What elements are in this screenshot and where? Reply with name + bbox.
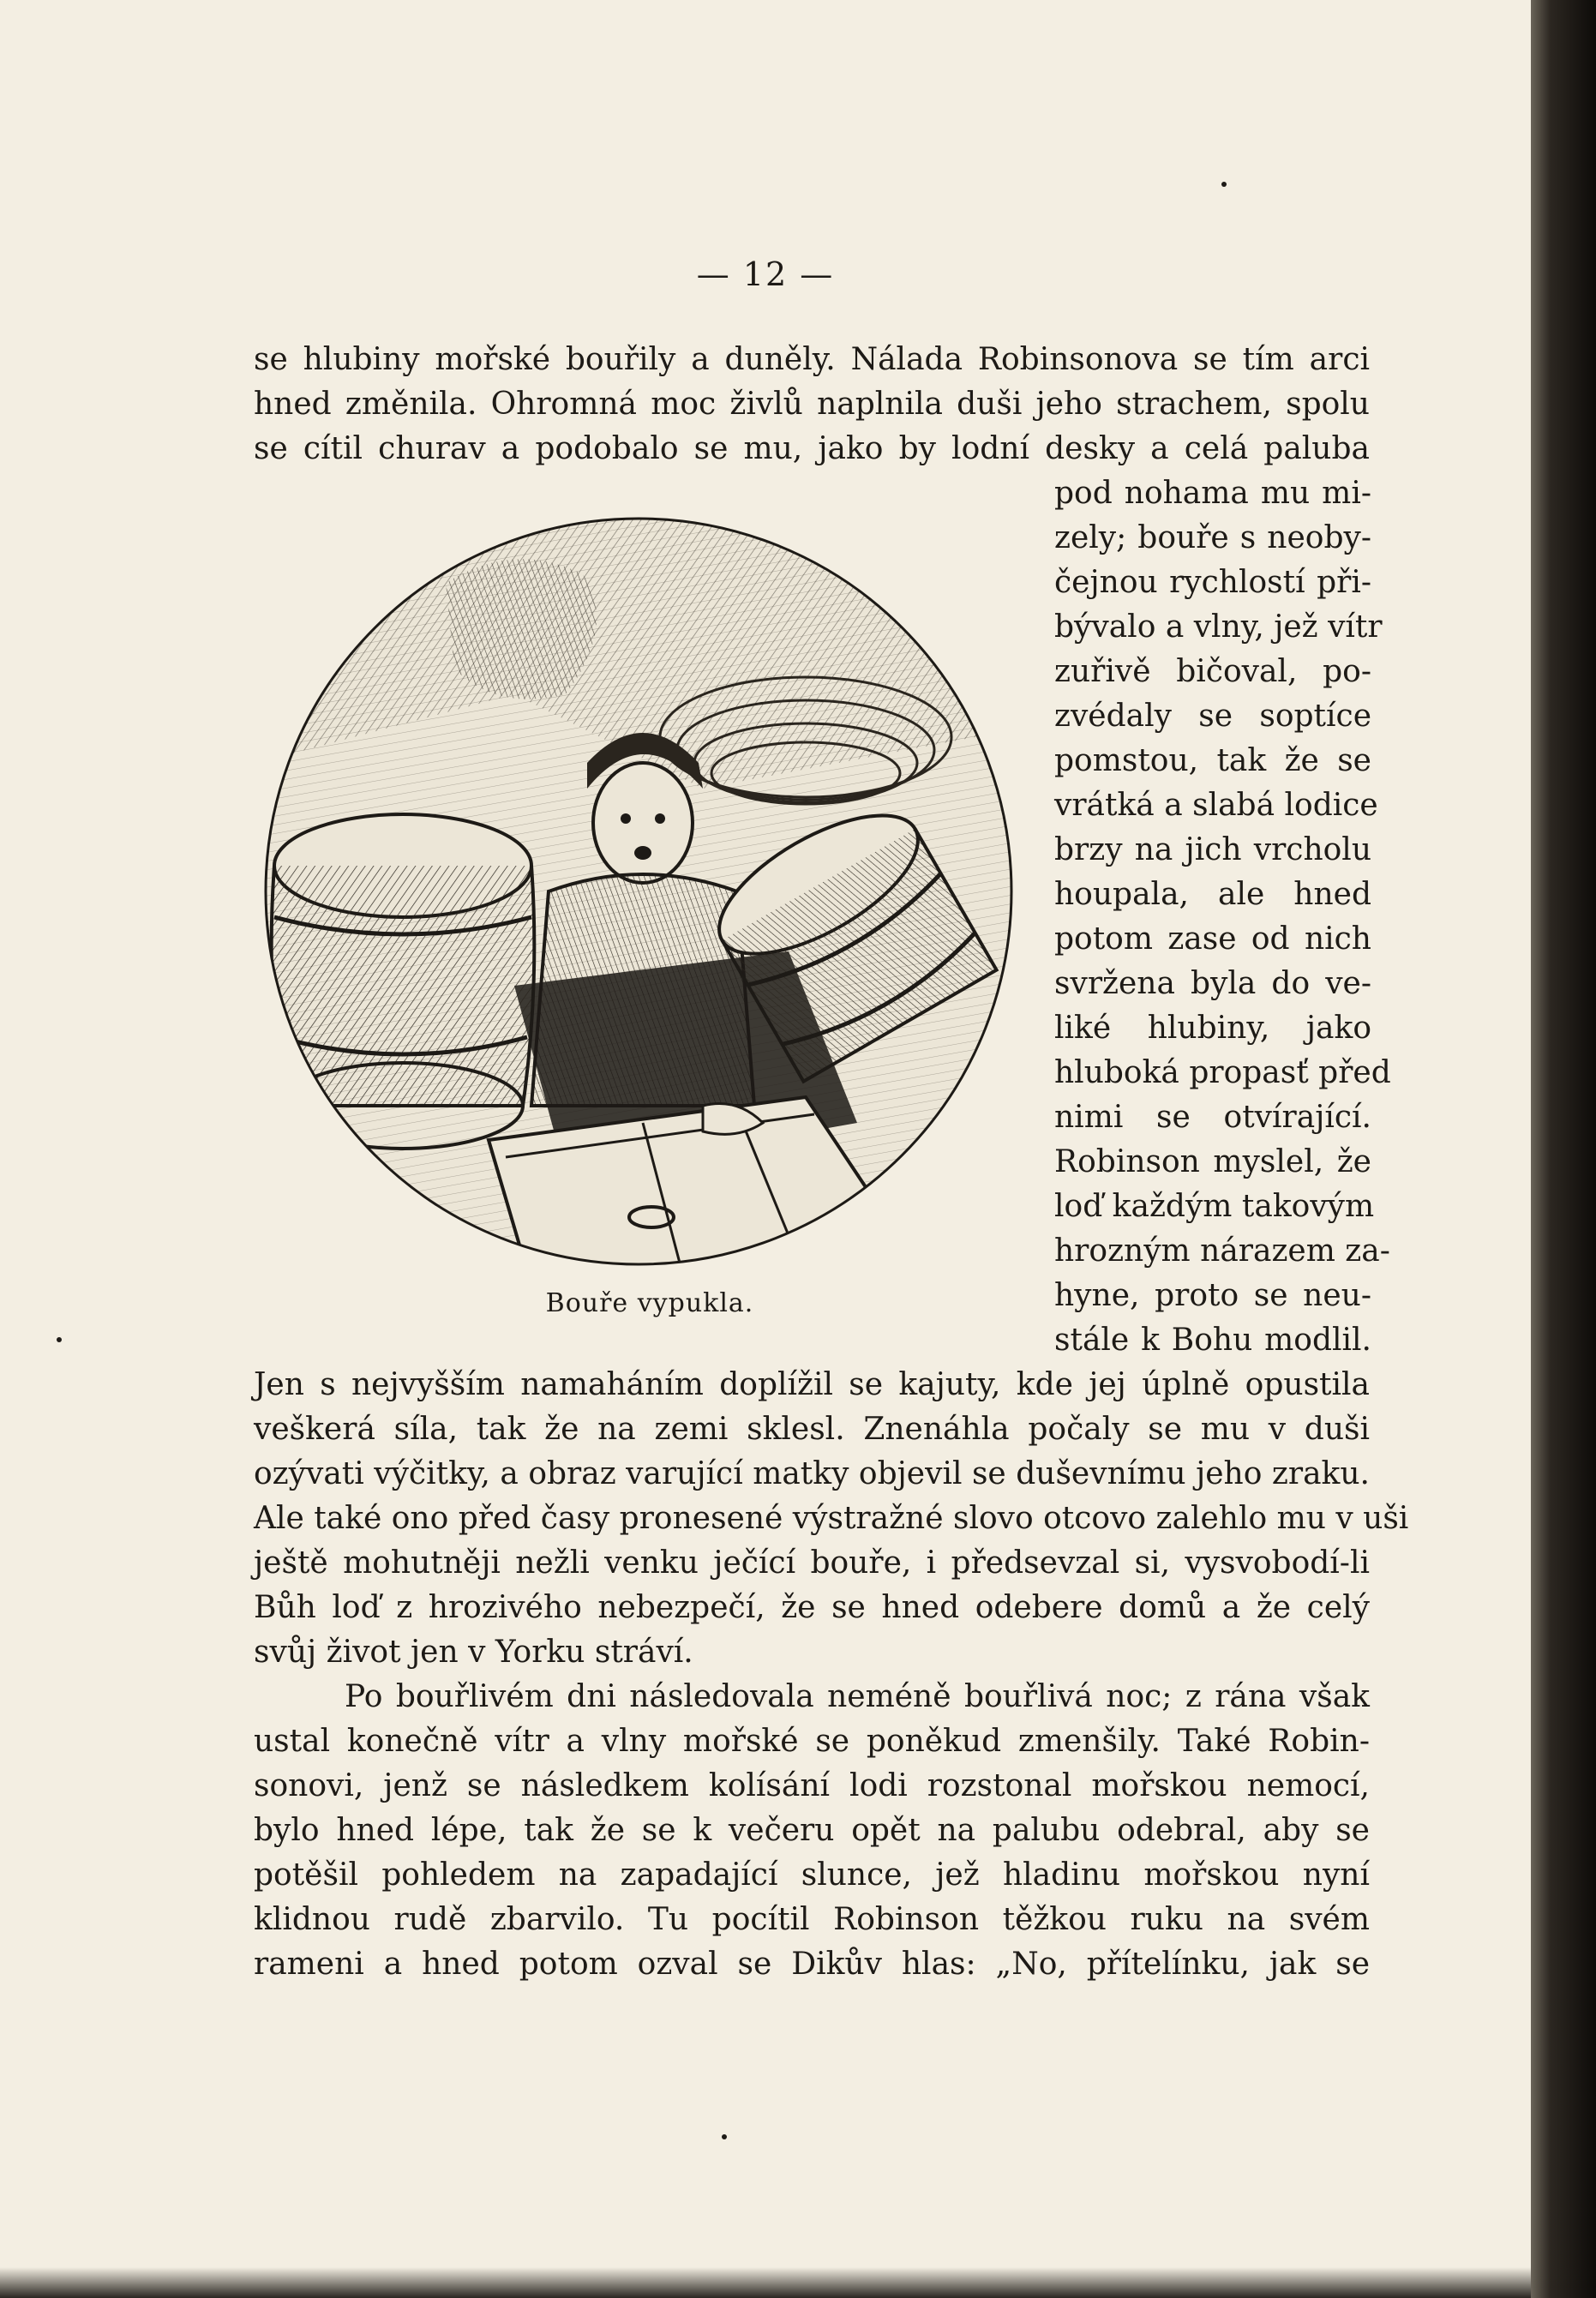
text-line: hrozným nárazem za-	[1054, 1233, 1390, 1269]
text-line: sonovi, jenž se následkem kolísání lodi rozstonal mořskou nemocí,	[254, 1768, 1370, 1803]
illustration-caption: Bouře vypukla.	[545, 1288, 754, 1318]
ink-speck	[57, 1337, 62, 1342]
page-number: — 12 —	[696, 255, 835, 293]
text-line: potěšil pohledem na zapadající slunce, jež hladinu mořskou nyní	[254, 1857, 1370, 1893]
ink-speck	[722, 2134, 727, 2139]
text-line: nimi se otvírající.	[1054, 1100, 1371, 1135]
text-line: Bůh loď z hrozivého nebezpečí, že se hned odebere domů a že celý	[254, 1590, 1370, 1625]
text-line: rameni a hned potom ozval se Dikův hlas: „No, přítelínku, jak se	[254, 1947, 1370, 1982]
text-line: se cítil churav a podobalo se mu, jako by lodní desky a celá paluba	[254, 431, 1370, 466]
text-line: loď každým takovým	[1054, 1189, 1375, 1224]
text-line: pomstou, tak že se	[1054, 743, 1371, 778]
text-line: veškerá síla, tak že na zemi sklesl. Znenáhla počaly se mu v duši	[254, 1412, 1370, 1447]
text-line: zvédaly se soptíce	[1054, 699, 1371, 734]
text-line: Ale také ono před časy pronesené výstražné slovo otcovo zalehlo mu v uši	[254, 1501, 1409, 1536]
text-line: stále k Bohu modlil.	[1054, 1323, 1371, 1358]
text-line: hned změnila. Ohromná moc živlů naplnila duši jeho strachem, spolu	[254, 387, 1370, 422]
text-line: zuřivě bičoval, po-	[1054, 654, 1371, 689]
book-spine	[1531, 0, 1596, 2298]
text-line: Jen s nejvyšším namaháním doplížil se kajuty, kde jej úplně opustila	[254, 1367, 1370, 1402]
text-line: hyne, proto se neu-	[1054, 1278, 1371, 1313]
text-line: hluboká propasť před	[1054, 1055, 1391, 1090]
text-line: se hlubiny mořské bouřily a duněly. Nálada Robinsonova se tím arci	[254, 342, 1370, 377]
text-line: pod nohama mu mi-	[1054, 476, 1371, 511]
text-line: brzy na jich vrcholu	[1054, 832, 1371, 867]
text-line: ozývati výčitky, a obraz varující matky objevil se duševnímu jeho zraku.	[254, 1456, 1370, 1491]
text-line: potom zase od nich	[1054, 921, 1371, 957]
text-line: liké hlubiny, jako	[1054, 1011, 1371, 1046]
text-line: bývalo a vlny, jež vítr	[1054, 609, 1383, 645]
text-line: Robinson myslel, že	[1054, 1144, 1371, 1179]
text-line: vrátká a slabá lodice	[1054, 788, 1378, 823]
text-line: zely; bouře s neoby-	[1054, 520, 1371, 555]
ink-speck	[1221, 182, 1227, 187]
text-line: Po bouřlivém dni následovala neméně bouřlivá noc; z rána však	[345, 1679, 1370, 1714]
text-line: houpala, ale hned	[1054, 877, 1371, 912]
text-line: čejnou rychlostí při-	[1054, 565, 1371, 600]
text-line: svržena byla do ve-	[1054, 966, 1371, 1001]
text-line: ještě mohutněji nežli venku ječící bouře, i předsevzal si, vysvobodí-li	[254, 1545, 1370, 1581]
text-line: klidnou rudě zbarvilo. Tu pocítil Robinson těžkou ruku na svém	[254, 1902, 1370, 1937]
text-line: bylo hned lépe, tak že se k večeru opět na palubu odebral, aby se	[254, 1813, 1370, 1848]
page-bottom-shadow	[0, 2267, 1531, 2298]
text-line: ustal konečně vítr a vlny mořské se poněkud zmenšily. Také Robin-	[254, 1724, 1370, 1759]
storm-engraving-icon	[257, 506, 1020, 1286]
storm-illustration	[257, 506, 1020, 1286]
text-line: svůj život jen v Yorku stráví.	[254, 1635, 693, 1670]
